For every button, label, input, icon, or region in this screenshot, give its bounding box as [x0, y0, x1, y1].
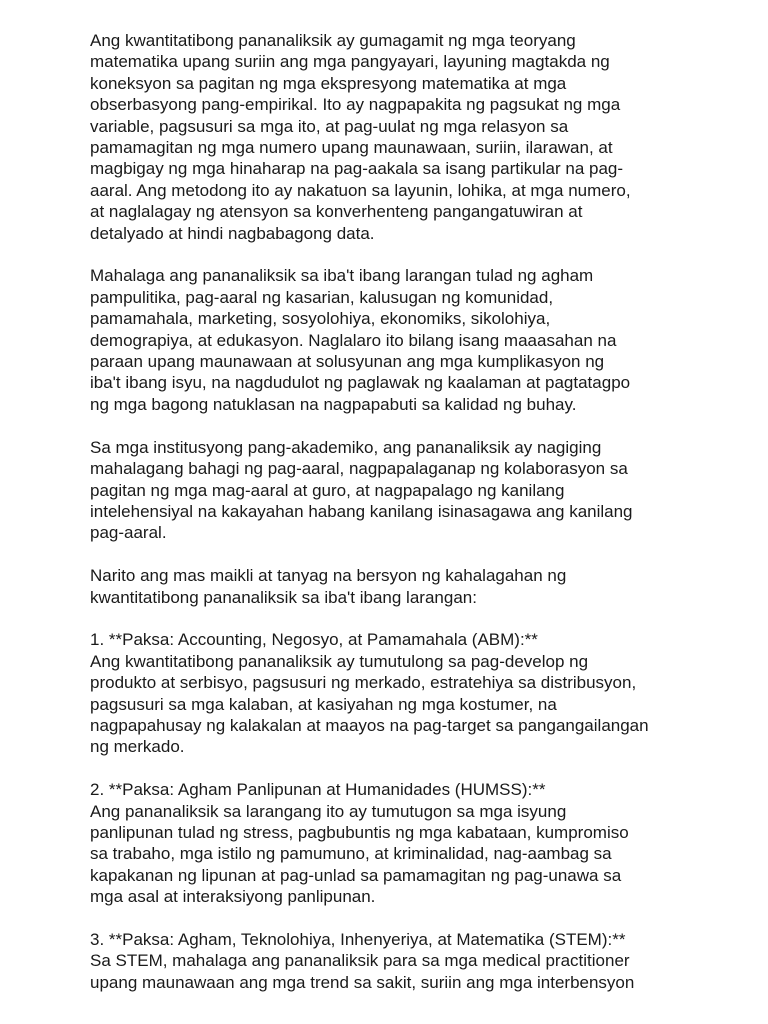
paragraph	[90, 929, 690, 993]
paragraph	[90, 30, 690, 244]
text-line: paraan upang maunawaan at solusyunan ang mga kumplikasyon ng	[90, 352, 605, 372]
text-line: kwantitatibong pananaliksik sa iba't ibang larangan:	[90, 587, 477, 607]
text-line: aaral. Ang metodong ito ay nakatuon sa layunin, lohika, at mga numero,	[90, 180, 631, 200]
paragraph	[90, 565, 690, 608]
text-line: matematika upang suriin ang mga pangyayari, layuning magtakda ng	[90, 52, 610, 72]
paragraph	[90, 779, 690, 907]
text-line: pag-aaral.	[90, 523, 167, 543]
text-line: mga asal at interaksiyong panlipunan.	[90, 887, 376, 907]
text-line: ng merkado.	[90, 737, 185, 757]
text-line: panlipunan tulad ng stress, pagbubuntis ng mga kabataan, kumpromiso	[90, 822, 629, 842]
paragraph	[90, 629, 690, 757]
paragraph	[90, 437, 690, 544]
text-line: variable, pagsusuri sa mga ito, at pag-uulat ng mga relasyon sa	[90, 116, 569, 136]
text-line: upang maunawaan ang mga trend sa sakit, suriin ang mga interbensyon	[90, 972, 635, 992]
text-line: demograpiya, at edukasyon. Naglalaro ito bilang isang maaasahan na	[90, 330, 617, 350]
text-line: nagpapahusay ng kalakalan at maayos na pag-target sa pangangailangan	[90, 715, 649, 735]
text-line: koneksyon sa pagitan ng mga ekspresyong matematika at mga	[90, 73, 567, 93]
text-line: detalyado at hindi nagbabagong data.	[90, 223, 375, 243]
text-line: kapakanan ng lipunan at pag-unlad sa pamamagitan ng pag-unawa sa	[90, 865, 622, 885]
text-line: pamamagitan ng mga numero upang maunawaan, suriin, ilarawan, at	[90, 138, 613, 158]
paragraph	[90, 265, 690, 415]
text-line: ng mga bagong natuklasan na nagpapabuti sa kalidad ng buhay.	[90, 394, 577, 414]
text-line: Narito ang mas maikli at tanyag na bersyon ng kahalagahan ng	[90, 566, 567, 586]
text-line: pagitan ng mga mag-aaral at guro, at nagpapalago ng kanilang	[90, 480, 565, 500]
text-line: pampulitika, pag-aaral ng kasarian, kalusugan ng komunidad,	[90, 287, 554, 307]
text-line: obserbasyong pang-empirikal. Ito ay nagpapakita ng pagsukat ng mga	[90, 95, 621, 115]
text-line: Ang kwantitatibong pananaliksik ay gumagamit ng mga teoryang	[90, 31, 576, 50]
text-line: 1. **Paksa: Accounting, Negosyo, at Pamamahala (ABM):**	[90, 630, 538, 650]
text-line: at naglalagay ng atensyon sa konverhenteng pangangatuwiran at	[90, 202, 583, 222]
text-line: Mahalaga ang pananaliksik sa iba't ibang larangan tulad ng agham	[90, 266, 594, 286]
text-line: pagsusuri sa mga kalaban, at kasiyahan ng mga kostumer, na	[90, 694, 557, 714]
text-line: produkto at serbisyo, pagsusuri ng merkado, estratehiya sa distribusyon,	[90, 673, 637, 693]
text-line: 2. **Paksa: Agham Panlipunan at Humanidades (HUMSS):**	[90, 780, 546, 800]
text-line: magbigay ng mga hinaharap na pag-aakala sa isang partikular na pag-	[90, 159, 624, 179]
text-line: mahalagang bahagi ng pag-aaral, nagpapalaganap ng kolaborasyon sa	[90, 459, 628, 479]
text-line: sa trabaho, mga istilo ng pamumuno, at kriminalidad, nag-aambag sa	[90, 844, 612, 864]
text-line: pamamahala, marketing, sosyolohiya, ekonomiks, sikolohiya,	[90, 309, 551, 329]
text-line: Ang kwantitatibong pananaliksik ay tumutulong sa pag-develop ng	[90, 651, 589, 671]
text-line: 3. **Paksa: Agham, Teknolohiya, Inhenyeriya, at Matematika (STEM):**	[90, 929, 626, 949]
text-line: Ang pananaliksik sa larangang ito ay tumutugon sa mga isyung	[90, 801, 567, 821]
text-line: iba't ibang isyu, na nagdudulot ng paglawak ng kaalaman at pagtatagpo	[90, 373, 631, 393]
document-body	[90, 30, 690, 1015]
text-line: intelehensiyal na kakayahan habang kanilang isinasagawa ang kanilang	[90, 501, 633, 521]
text-line: Sa mga institusyong pang-akademiko, ang pananaliksik ay nagiging	[90, 437, 602, 457]
text-line: Sa STEM, mahalaga ang pananaliksik para sa mga medical practitioner	[90, 951, 630, 971]
